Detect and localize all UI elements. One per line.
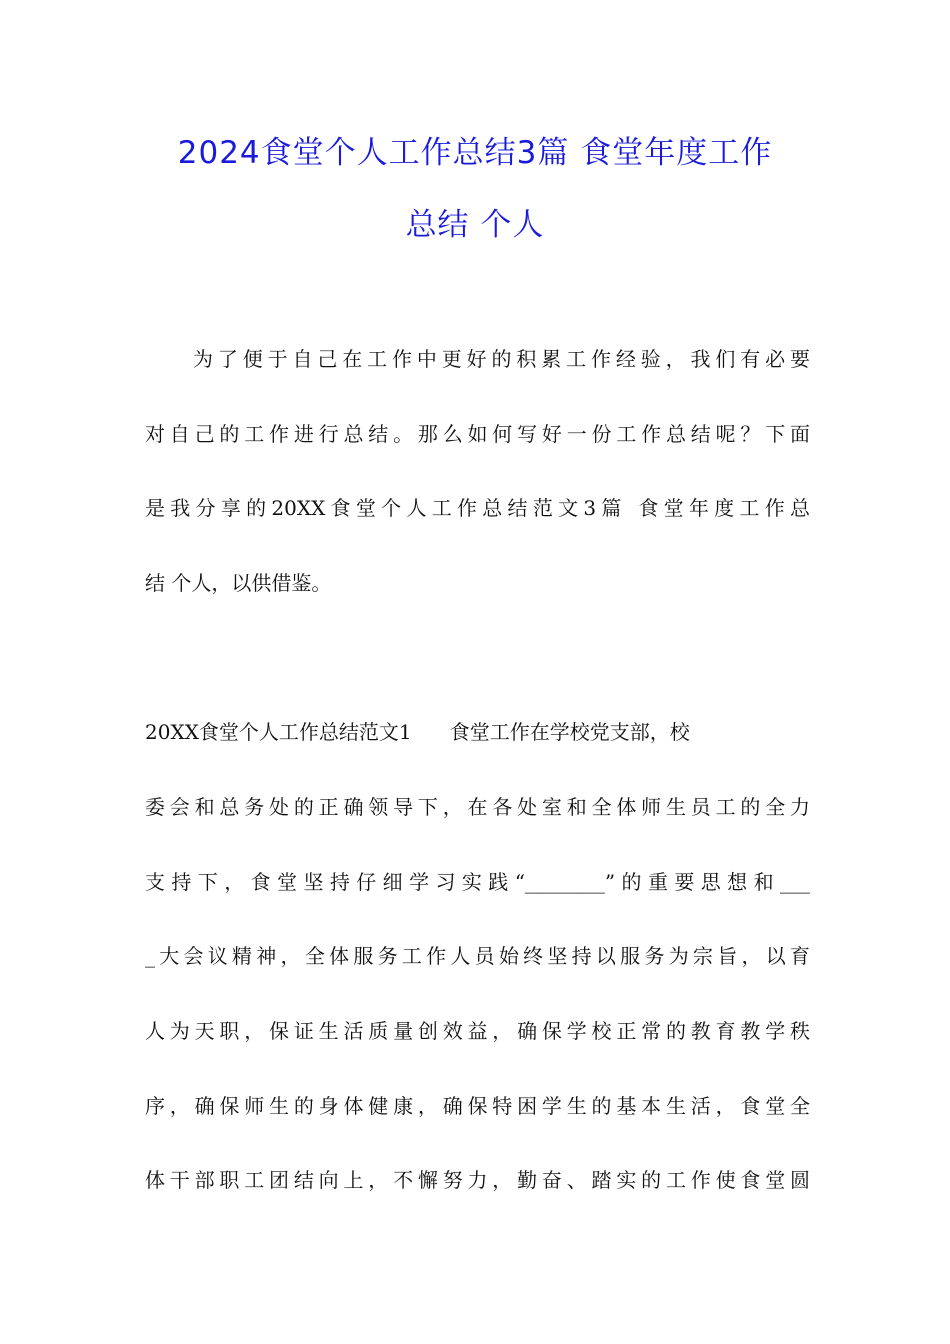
document-title-line-2: 总结 个人 <box>405 207 545 243</box>
intro-line-3: 是我分享的20XX食堂个人工作总结范文3篇 食堂年度工作总 <box>145 496 810 520</box>
section1-line-6: 序，确保师生的身体健康，确保特困学生的基本生活，食堂全 <box>145 1094 810 1118</box>
section1-line-7: 体干部职工团结向上，不懈努力，勤奋、踏实的工作使食堂圆 <box>145 1168 810 1192</box>
section1-line-5: 人为天职，保证生活质量创效益，确保学校正常的教育教学秩 <box>145 1019 810 1043</box>
intro-line-1: 为了便于自己在工作中更好的积累工作经验，我们有必要 <box>193 347 810 371</box>
document-title-line-1: 2024食堂个人工作总结3篇 食堂年度工作 <box>177 135 773 171</box>
section1-line-1: 20XX食堂个人工作总结范文1 食堂工作在学校党支部，校 <box>145 720 690 744</box>
section1-line-2: 委会和总务处的正确领导下，在各处室和全体师生员工的全力 <box>145 795 810 819</box>
section1-line-4: _大会议精神，全体服务工作人员始终坚持以服务为宗旨，以育 <box>145 944 810 968</box>
intro-line-4: 结 个人，以供借鉴。 <box>145 571 332 595</box>
intro-line-2: 对自己的工作进行总结。那么如何写好一份工作总结呢？下面 <box>145 422 810 446</box>
section1-line-3: 支持下，食堂坚持仔细学习实践“________”的重要思想和___ <box>145 870 810 894</box>
